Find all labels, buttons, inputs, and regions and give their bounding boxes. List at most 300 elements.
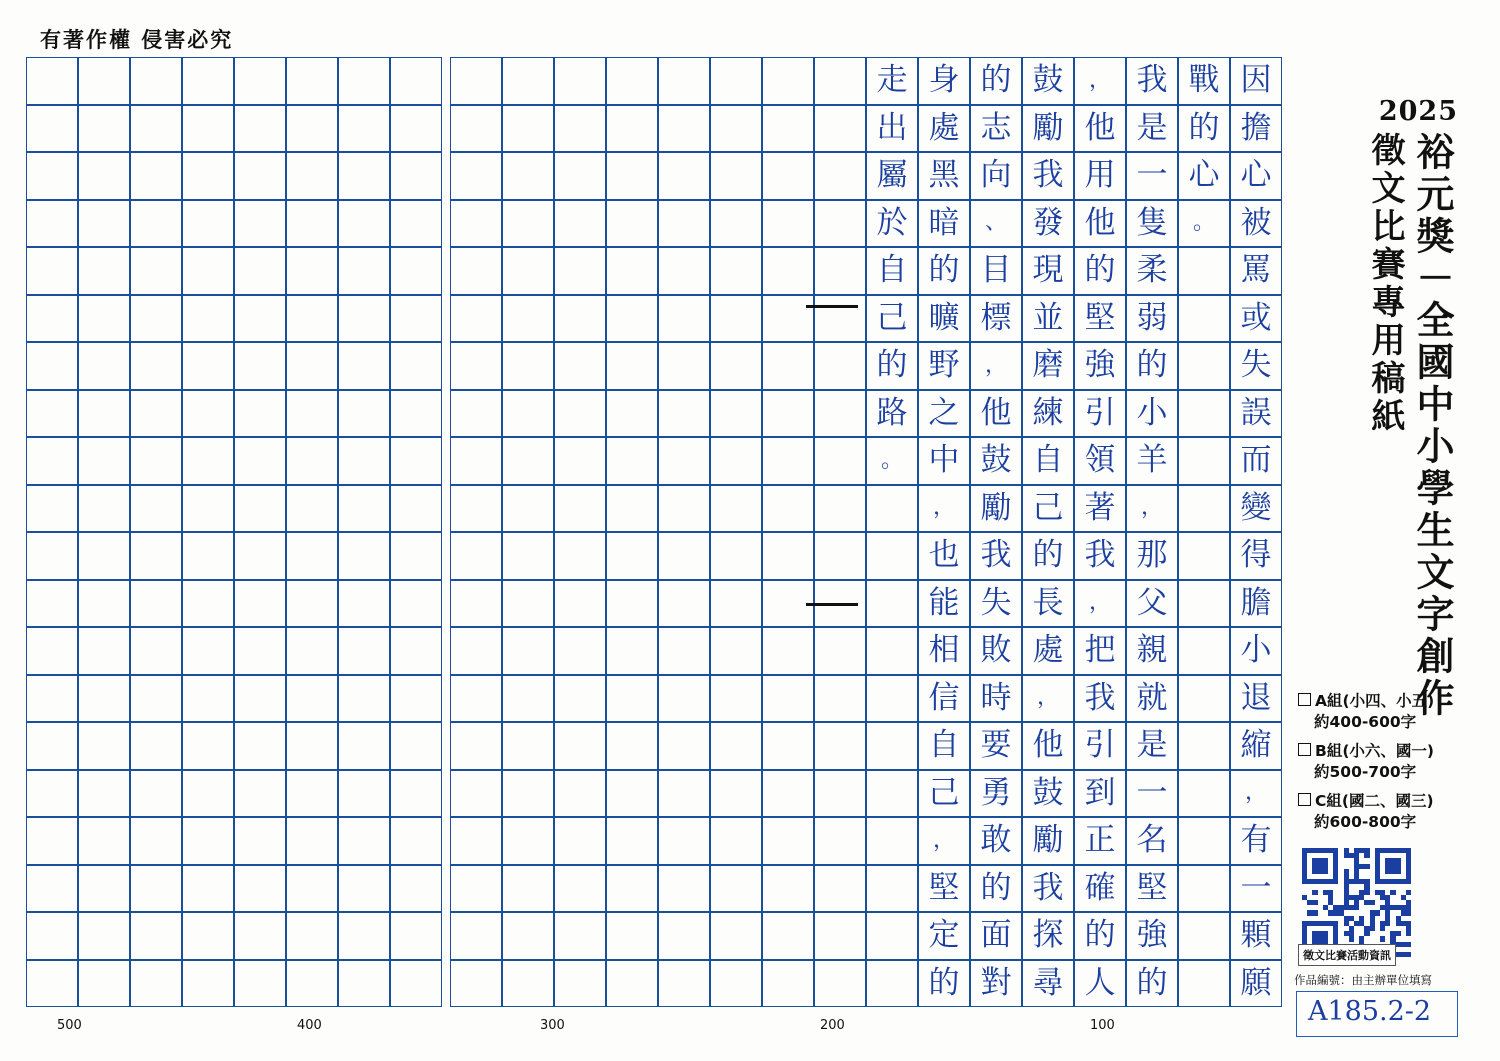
manuscript-cell — [450, 532, 502, 580]
manuscript-cell — [234, 580, 286, 628]
manuscript-cell — [182, 770, 234, 818]
manuscript-cell — [658, 817, 710, 865]
work-number-label: 作品編號：由主辦單位填寫 — [1294, 973, 1432, 987]
handwritten-character: 堅 — [928, 869, 960, 906]
manuscript-cell — [78, 770, 130, 818]
handwritten-character: 小 — [1136, 394, 1168, 431]
handwritten-character: 心 — [1188, 157, 1220, 194]
manuscript-cell — [182, 200, 234, 248]
manuscript-cell — [606, 532, 658, 580]
manuscript-cell — [338, 152, 390, 200]
manuscript-cell — [502, 105, 554, 153]
handwritten-character: 堅 — [1084, 299, 1116, 336]
manuscript-cell — [1178, 960, 1230, 1008]
manuscript-cell — [390, 57, 442, 105]
manuscript-cell — [814, 817, 866, 865]
manuscript-cell — [338, 675, 390, 723]
manuscript-grid — [36, 57, 1282, 1007]
manuscript-cell — [658, 722, 710, 770]
manuscript-cell — [658, 437, 710, 485]
handwritten-character: 鼓 — [1032, 774, 1064, 811]
handwritten-character: 目 — [980, 252, 1012, 289]
handwritten-character: 於 — [876, 204, 908, 241]
manuscript-cell — [450, 105, 502, 153]
manuscript-cell — [762, 390, 814, 438]
manuscript-cell — [502, 770, 554, 818]
group-option-b[interactable] — [1298, 741, 1434, 783]
manuscript-cell — [390, 675, 442, 723]
manuscript-cell — [814, 105, 866, 153]
manuscript-cell — [710, 200, 762, 248]
handwritten-character: 己 — [876, 299, 908, 336]
handwritten-character: 的 — [980, 869, 1012, 906]
handwritten-character: 他 — [980, 394, 1012, 431]
contest-title-sub: 徵文比賽專用稿紙 — [1365, 132, 1405, 436]
manuscript-cell — [502, 960, 554, 1008]
handwritten-character: 也 — [928, 537, 960, 574]
manuscript-cell — [450, 390, 502, 438]
manuscript-cell — [234, 960, 286, 1008]
manuscript-cell — [814, 960, 866, 1008]
manuscript-cell — [130, 580, 182, 628]
manuscript-cell — [1178, 342, 1230, 390]
manuscript-cell — [26, 437, 78, 485]
manuscript-cell — [710, 152, 762, 200]
manuscript-column — [658, 57, 710, 1007]
manuscript-cell — [26, 865, 78, 913]
manuscript-cell — [390, 532, 442, 580]
handwritten-character: 要 — [980, 727, 1012, 764]
manuscript-cell — [710, 865, 762, 913]
handwritten-character: 的 — [1032, 537, 1064, 574]
manuscript-cell — [234, 722, 286, 770]
manuscript-cell — [338, 960, 390, 1008]
handwritten-character: 的 — [980, 62, 1012, 99]
manuscript-cell — [710, 770, 762, 818]
manuscript-cell — [554, 390, 606, 438]
manuscript-cell — [390, 247, 442, 295]
group-option-a[interactable] — [1298, 691, 1434, 733]
handwritten-character: ， — [1244, 780, 1267, 806]
manuscript-cell — [78, 817, 130, 865]
handwritten-character: 信 — [928, 679, 960, 716]
manuscript-cell — [710, 817, 762, 865]
manuscript-column — [26, 57, 78, 1007]
handwritten-character: 戰 — [1188, 62, 1220, 99]
manuscript-cell — [286, 675, 338, 723]
manuscript-cell — [26, 295, 78, 343]
manuscript-column — [710, 57, 762, 1007]
manuscript-cell — [554, 960, 606, 1008]
manuscript-cell — [390, 960, 442, 1008]
manuscript-cell — [606, 247, 658, 295]
manuscript-cell — [286, 722, 338, 770]
manuscript-column — [502, 57, 554, 1007]
manuscript-column — [554, 57, 606, 1007]
manuscript-cell — [390, 105, 442, 153]
handwritten-character: 我 — [1032, 157, 1064, 194]
manuscript-cell — [78, 960, 130, 1008]
manuscript-cell — [866, 532, 918, 580]
manuscript-cell — [182, 152, 234, 200]
manuscript-cell — [606, 342, 658, 390]
manuscript-cell — [554, 580, 606, 628]
manuscript-cell — [450, 912, 502, 960]
manuscript-cell — [286, 152, 338, 200]
manuscript-cell — [606, 580, 658, 628]
manuscript-cell — [234, 627, 286, 675]
contest-title-main: 裕元獎－全國中小學生文字創作 — [1410, 132, 1455, 720]
handwritten-character: 我 — [1136, 62, 1168, 99]
handwritten-character: 路 — [876, 394, 908, 431]
manuscript-cell — [78, 485, 130, 533]
manuscript-column — [390, 57, 442, 1007]
manuscript-cell — [286, 770, 338, 818]
manuscript-cell — [26, 580, 78, 628]
manuscript-cell — [554, 342, 606, 390]
manuscript-column — [1126, 57, 1178, 1007]
manuscript-cell — [606, 770, 658, 818]
manuscript-cell — [1178, 675, 1230, 723]
manuscript-cell — [286, 105, 338, 153]
manuscript-cell — [710, 960, 762, 1008]
manuscript-cell — [338, 57, 390, 105]
handwritten-character: 時 — [980, 679, 1012, 716]
manuscript-cell — [814, 865, 866, 913]
fold-mark — [806, 305, 858, 308]
manuscript-cell — [130, 770, 182, 818]
manuscript-cell — [658, 960, 710, 1008]
handwritten-character: 引 — [1084, 394, 1116, 431]
manuscript-cell — [502, 152, 554, 200]
manuscript-cell — [502, 865, 554, 913]
manuscript-cell — [234, 770, 286, 818]
work-number-value: A185.2-2 — [1308, 996, 1432, 1027]
handwritten-character: 處 — [1032, 632, 1064, 669]
manuscript-cell — [78, 57, 130, 105]
handwritten-character: 我 — [1084, 537, 1116, 574]
manuscript-cell — [554, 770, 606, 818]
handwritten-character: 身 — [928, 62, 960, 99]
group-b-label: B組(小六、國一) — [1315, 742, 1434, 760]
manuscript-cell — [762, 865, 814, 913]
handwritten-character: 父 — [1136, 584, 1168, 621]
manuscript-cell — [502, 437, 554, 485]
manuscript-cell — [606, 152, 658, 200]
manuscript-cell — [390, 200, 442, 248]
manuscript-cell — [502, 627, 554, 675]
manuscript-cell — [78, 247, 130, 295]
manuscript-cell — [814, 390, 866, 438]
manuscript-cell — [286, 200, 338, 248]
manuscript-cell — [338, 532, 390, 580]
manuscript-cell — [1178, 865, 1230, 913]
manuscript-cell — [710, 57, 762, 105]
manuscript-cell — [866, 912, 918, 960]
manuscript-cell — [78, 105, 130, 153]
manuscript-cell — [338, 295, 390, 343]
manuscript-cell — [814, 627, 866, 675]
manuscript-cell — [130, 247, 182, 295]
manuscript-cell — [554, 152, 606, 200]
manuscript-cell — [502, 580, 554, 628]
manuscript-cell — [286, 817, 338, 865]
manuscript-cell — [658, 627, 710, 675]
handwritten-character: 現 — [1032, 252, 1064, 289]
handwritten-character: 把 — [1084, 632, 1116, 669]
manuscript-cell — [182, 485, 234, 533]
manuscript-cell — [286, 627, 338, 675]
handwritten-character: 顆 — [1240, 917, 1272, 954]
handwritten-character: 強 — [1136, 917, 1168, 954]
manuscript-cell — [502, 675, 554, 723]
manuscript-cell — [866, 580, 918, 628]
manuscript-cell — [450, 437, 502, 485]
handwritten-character: 相 — [928, 632, 960, 669]
manuscript-cell — [338, 390, 390, 438]
handwritten-character: 失 — [1240, 347, 1272, 384]
handwritten-character: 探 — [1032, 917, 1064, 954]
manuscript-cell — [866, 627, 918, 675]
handwritten-character: ， — [932, 495, 955, 521]
manuscript-cell — [866, 722, 918, 770]
qr-code-icon[interactable] — [1302, 848, 1414, 940]
manuscript-cell — [606, 912, 658, 960]
manuscript-cell — [762, 295, 814, 343]
handwritten-character: 。 — [1192, 210, 1215, 236]
manuscript-cell — [554, 247, 606, 295]
manuscript-cell — [450, 722, 502, 770]
manuscript-cell — [182, 722, 234, 770]
manuscript-cell — [710, 342, 762, 390]
manuscript-cell — [1178, 295, 1230, 343]
handwritten-character: ， — [1088, 67, 1111, 93]
handwritten-character: 心 — [1240, 157, 1272, 194]
manuscript-cell — [658, 532, 710, 580]
handwritten-character: 是 — [1136, 109, 1168, 146]
manuscript-cell — [26, 722, 78, 770]
handwritten-character: 鼓 — [980, 442, 1012, 479]
manuscript-cell — [286, 532, 338, 580]
manuscript-cell — [182, 390, 234, 438]
manuscript-cell — [710, 912, 762, 960]
handwritten-character: 他 — [1084, 109, 1116, 146]
manuscript-cell — [78, 295, 130, 343]
handwritten-character: 出 — [876, 109, 908, 146]
manuscript-cell — [338, 342, 390, 390]
handwritten-character: 堅 — [1136, 869, 1168, 906]
manuscript-cell — [814, 342, 866, 390]
manuscript-column — [1230, 57, 1282, 1007]
handwritten-character: 磨 — [1032, 347, 1064, 384]
manuscript-cell — [338, 722, 390, 770]
manuscript-cell — [554, 912, 606, 960]
manuscript-cell — [658, 342, 710, 390]
manuscript-cell — [130, 627, 182, 675]
group-option-c[interactable] — [1298, 791, 1434, 833]
handwritten-character: 的 — [928, 964, 960, 1001]
manuscript-cell — [390, 770, 442, 818]
checkbox-c[interactable] — [1298, 793, 1311, 806]
handwritten-character: 的 — [1136, 347, 1168, 384]
manuscript-cell — [606, 675, 658, 723]
manuscript-cell — [658, 247, 710, 295]
handwritten-character: 被 — [1240, 204, 1272, 241]
manuscript-cell — [182, 247, 234, 295]
handwritten-character: 羊 — [1136, 442, 1168, 479]
manuscript-cell — [26, 675, 78, 723]
manuscript-cell — [26, 200, 78, 248]
manuscript-cell — [762, 247, 814, 295]
manuscript-cell — [26, 105, 78, 153]
manuscript-cell — [606, 722, 658, 770]
handwritten-character: 到 — [1084, 774, 1116, 811]
manuscript-cell — [554, 817, 606, 865]
manuscript-column — [606, 57, 658, 1007]
manuscript-cell — [26, 342, 78, 390]
manuscript-cell — [814, 722, 866, 770]
manuscript-cell — [710, 485, 762, 533]
qr-caption: 徵文比賽活動資訊 — [1298, 944, 1396, 966]
year-label: 2025 — [1378, 96, 1458, 127]
manuscript-cell — [234, 675, 286, 723]
manuscript-cell — [182, 817, 234, 865]
manuscript-cell — [866, 675, 918, 723]
manuscript-cell — [866, 865, 918, 913]
handwritten-character: 勵 — [1032, 109, 1064, 146]
handwritten-character: 自 — [876, 252, 908, 289]
handwritten-character: 我 — [1084, 679, 1116, 716]
manuscript-cell — [130, 960, 182, 1008]
manuscript-cell — [554, 722, 606, 770]
handwritten-character: 野 — [928, 347, 960, 384]
manuscript-cell — [502, 295, 554, 343]
manuscript-cell — [450, 247, 502, 295]
handwritten-character: 練 — [1032, 394, 1064, 431]
manuscript-cell — [502, 390, 554, 438]
manuscript-cell — [762, 817, 814, 865]
handwritten-character: 己 — [1032, 489, 1064, 526]
handwritten-character: 膽 — [1240, 584, 1272, 621]
manuscript-column — [866, 57, 918, 1007]
manuscript-cell — [710, 247, 762, 295]
handwritten-character: 他 — [1084, 204, 1116, 241]
manuscript-cell — [762, 57, 814, 105]
checkbox-a[interactable] — [1298, 693, 1311, 706]
word-count-marker: 200 — [820, 1018, 845, 1033]
manuscript-cell — [26, 817, 78, 865]
manuscript-cell — [762, 200, 814, 248]
manuscript-cell — [26, 532, 78, 580]
manuscript-cell — [130, 437, 182, 485]
fold-mark — [806, 603, 858, 606]
manuscript-cell — [762, 960, 814, 1008]
manuscript-cell — [26, 57, 78, 105]
manuscript-cell — [658, 57, 710, 105]
manuscript-cell — [502, 722, 554, 770]
manuscript-cell — [234, 342, 286, 390]
manuscript-cell — [390, 627, 442, 675]
manuscript-cell — [658, 770, 710, 818]
manuscript-cell — [338, 770, 390, 818]
manuscript-cell — [286, 912, 338, 960]
manuscript-cell — [606, 200, 658, 248]
manuscript-cell — [234, 532, 286, 580]
manuscript-cell — [450, 295, 502, 343]
manuscript-cell — [710, 532, 762, 580]
manuscript-cell — [390, 485, 442, 533]
manuscript-cell — [502, 57, 554, 105]
manuscript-cell — [450, 817, 502, 865]
handwritten-character: 志 — [980, 109, 1012, 146]
checkbox-b[interactable] — [1298, 743, 1311, 756]
manuscript-cell — [390, 295, 442, 343]
handwritten-character: 因 — [1240, 62, 1272, 99]
manuscript-cell — [814, 437, 866, 485]
manuscript-cell — [658, 105, 710, 153]
manuscript-cell — [554, 437, 606, 485]
handwritten-character: 一 — [1136, 774, 1168, 811]
manuscript-cell — [78, 437, 130, 485]
manuscript-column — [970, 57, 1022, 1007]
handwritten-character: 處 — [928, 109, 960, 146]
word-count-marker: 500 — [57, 1018, 82, 1033]
handwritten-character: 暗 — [928, 204, 960, 241]
manuscript-cell — [182, 912, 234, 960]
manuscript-cell — [286, 437, 338, 485]
manuscript-cell — [286, 865, 338, 913]
manuscript-cell — [606, 627, 658, 675]
manuscript-cell — [606, 390, 658, 438]
manuscript-cell — [338, 247, 390, 295]
manuscript-cell — [606, 437, 658, 485]
manuscript-cell — [130, 865, 182, 913]
manuscript-cell — [710, 295, 762, 343]
manuscript-cell — [1178, 912, 1230, 960]
manuscript-cell — [1178, 247, 1230, 295]
handwritten-character: 敗 — [980, 632, 1012, 669]
handwritten-character: 的 — [1084, 252, 1116, 289]
handwritten-character: 引 — [1084, 727, 1116, 764]
manuscript-cell — [606, 57, 658, 105]
handwritten-character: 長 — [1032, 584, 1064, 621]
handwritten-character: 退 — [1240, 679, 1272, 716]
manuscript-cell — [502, 247, 554, 295]
manuscript-cell — [814, 675, 866, 723]
handwritten-character: 勵 — [980, 489, 1012, 526]
manuscript-cell — [502, 200, 554, 248]
manuscript-cell — [130, 912, 182, 960]
handwritten-character: 的 — [1136, 964, 1168, 1001]
manuscript-cell — [658, 485, 710, 533]
manuscript-cell — [1178, 390, 1230, 438]
manuscript-cell — [1178, 437, 1230, 485]
handwritten-character: 失 — [980, 584, 1012, 621]
header-panel — [1288, 36, 1466, 1027]
handwritten-character: 強 — [1084, 347, 1116, 384]
handwritten-character: 。 — [880, 447, 903, 473]
handwritten-character: 小 — [1240, 632, 1272, 669]
handwritten-character: 縮 — [1240, 727, 1272, 764]
manuscript-cell — [234, 105, 286, 153]
manuscript-cell — [606, 295, 658, 343]
handwritten-character: 那 — [1136, 537, 1168, 574]
manuscript-cell — [658, 580, 710, 628]
manuscript-cell — [234, 295, 286, 343]
manuscript-cell — [26, 912, 78, 960]
manuscript-cell — [502, 817, 554, 865]
manuscript-cell — [606, 960, 658, 1008]
